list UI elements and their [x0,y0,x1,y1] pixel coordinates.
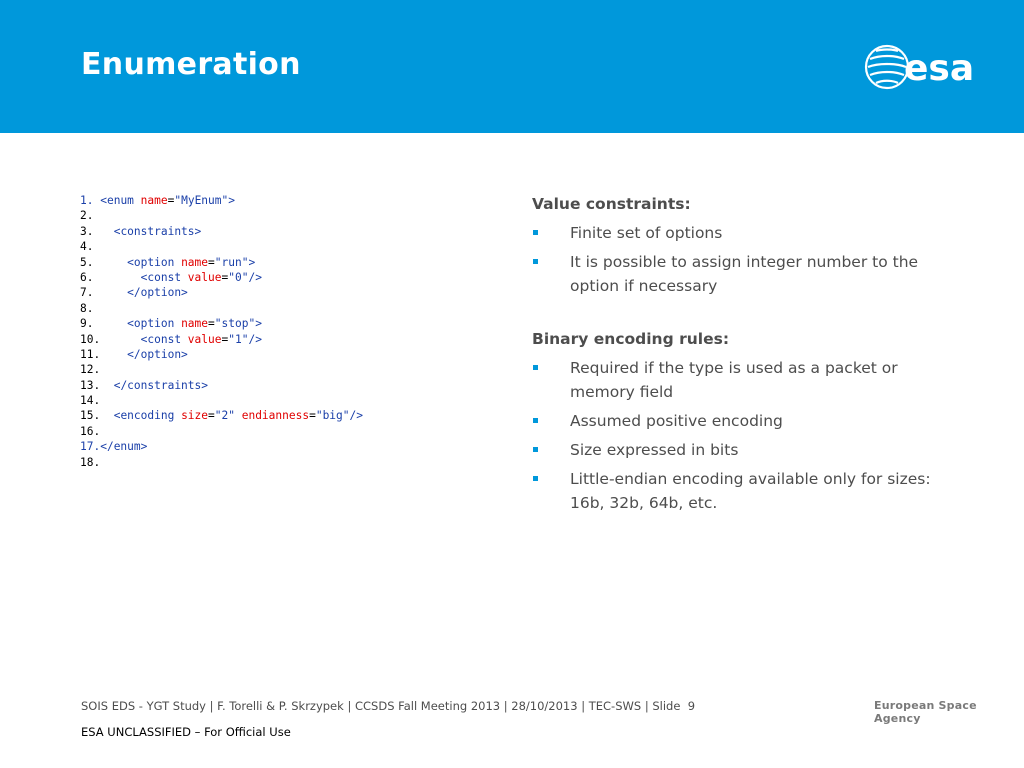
line-number: 9. [80,317,94,331]
code-line [80,362,500,377]
code-indent [93,271,140,284]
section-heading: Value constraints: [532,195,691,213]
footer-info: SOIS EDS - YGT Study | F. Torelli & P. Skrzypek | CCSDS Fall Meeting 2013 | 28/10/2013 | TEC-SWS | Slide 9 [81,699,696,713]
line-number: 6. [80,270,94,284]
line-number: 4. [80,240,94,254]
code-token: = [221,332,229,346]
code-indent [100,379,113,392]
bullet-text: It is possible to assign integer number to the option if necessary [570,253,919,295]
code-indent [93,286,127,299]
code-token: <enum [100,194,141,207]
square-bullet-icon [533,476,538,481]
bullet-text: Size expressed in bits [570,441,739,459]
code-token: "stop" [214,317,256,331]
code-token: "MyEnum" [174,194,229,207]
code-token: value [187,332,222,346]
bullet-list [532,221,952,298]
code-line [80,439,500,454]
line-number: 2. [80,209,94,223]
code-line [80,393,500,408]
code-line [80,301,500,316]
code-token: "1" [228,332,249,346]
square-bullet-icon [533,365,538,370]
code-token: size [181,409,209,423]
code-token: name [181,317,209,331]
code-token: /> [349,409,363,423]
square-bullet-icon [533,418,538,423]
code-token: /> [248,270,262,284]
code-token: <constraints> [113,224,202,238]
code-indent [93,225,113,238]
line-number: 7. [80,286,94,300]
code-line [80,224,500,239]
section-heading: Binary encoding rules: [532,330,730,348]
code-line [80,378,500,393]
code-token: = [208,409,215,423]
line-number: 14. [80,394,101,408]
code-line [80,255,500,270]
bullet-item [532,356,952,404]
line-number: 16. [80,424,101,438]
code-line [80,332,500,347]
code-token: </constraints> [113,378,208,392]
line-number: 13. [80,378,101,392]
bullet-text: Finite set of options [570,224,723,242]
esa-logo [864,41,1000,93]
code-token: </option> [127,286,188,300]
code-token: </enum> [100,440,148,454]
notes-column [532,193,952,520]
code-token: </option> [127,347,188,361]
line-number: 8. [80,301,94,315]
code-token: = [309,409,316,423]
code-line [80,347,500,362]
footer-agency-name: European Space Agency [874,699,977,725]
code-indent [100,333,140,346]
line-number: 3. [80,224,94,238]
code-token: name [181,255,209,269]
code-line [80,239,500,254]
code-token: = [208,255,215,269]
square-bullet-icon [533,447,538,452]
code-token: > [248,255,256,269]
line-number: 18. [80,455,101,469]
section-spacer [532,303,952,328]
code-line [80,285,500,300]
code-token: name [140,194,168,207]
bullet-list [532,356,952,515]
code-token: <encoding [113,409,182,423]
bullet-item [532,250,952,298]
bullet-item [532,221,952,245]
code-token: = [221,270,229,284]
line-number: 17. [80,440,101,454]
code-token: "2" [214,409,242,423]
code-line [80,316,500,331]
slide-header [0,0,1024,133]
bullet-text: Assumed positive encoding [570,412,783,430]
line-number: 12. [80,363,101,377]
code-line [80,208,500,223]
bullet-item [532,409,952,433]
code-token: > [255,317,262,331]
bullet-text: Required if the type is used as a packet or memory field [570,359,898,401]
code-line [80,270,500,285]
code-line [80,424,500,439]
code-listing [80,193,500,470]
code-token: "0" [228,270,249,284]
code-token: = [167,194,175,207]
bullet-item [532,438,952,462]
esa-logo-text: esa [904,48,975,89]
code-token: <const [140,332,188,346]
code-line [80,408,500,423]
code-token: "big" [315,409,350,423]
line-number: 15. [80,409,101,423]
code-line [80,455,500,470]
code-token: > [228,194,235,207]
code-token: value [187,270,222,284]
code-indent [100,409,113,422]
code-indent [100,348,127,361]
code-token: endianness [241,409,310,423]
code-token: <const [140,270,188,284]
bullet-item [532,467,952,515]
square-bullet-icon [533,230,538,235]
footer-classification: ESA UNCLASSIFIED – For Official Use [81,725,291,739]
line-number: 10. [80,332,101,346]
code-indent [93,317,127,330]
line-number: 1. [80,194,94,207]
code-token: = [208,317,215,331]
code-token: /> [248,332,262,346]
code-token: <option [127,255,182,269]
square-bullet-icon [533,259,538,264]
code-line [80,193,500,208]
code-token: <option [127,317,182,331]
bullet-text: Little-endian encoding available only for sizes: 16b, 32b, 64b, etc. [570,470,931,512]
code-indent [93,256,127,269]
line-number: 5. [80,255,94,269]
slide-title: Enumeration [81,47,301,82]
line-number: 11. [80,347,101,361]
code-token: "run" [214,255,249,269]
